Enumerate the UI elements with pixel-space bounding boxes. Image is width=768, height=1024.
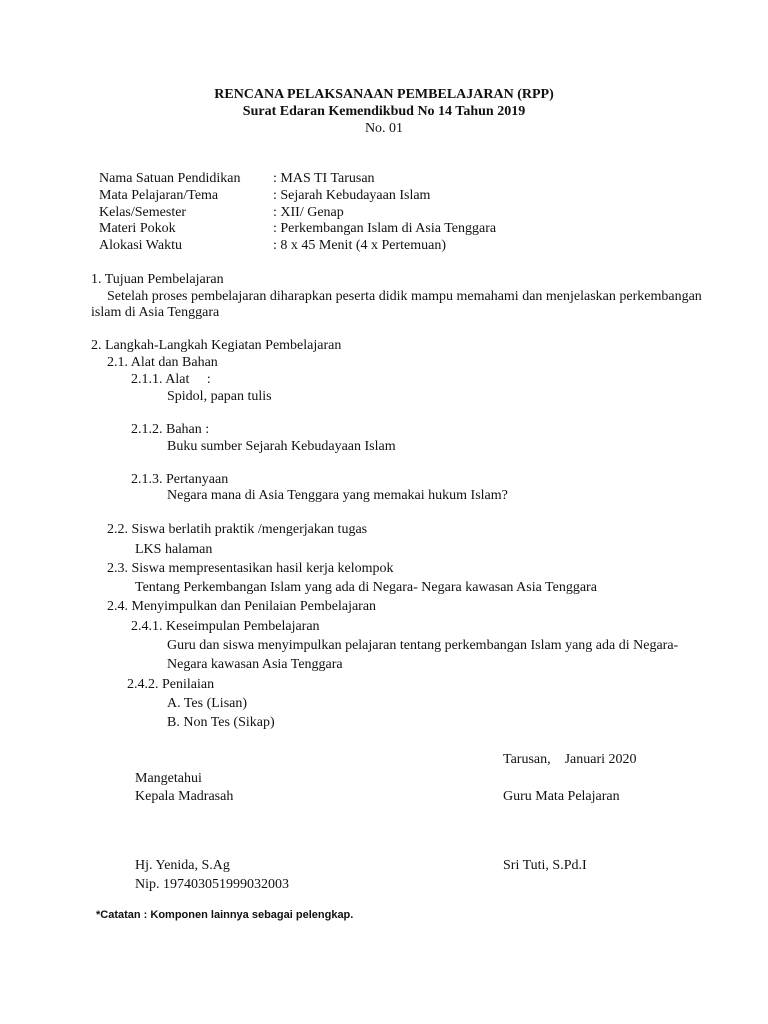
signature-left-nip: Nip. 197403051999032003	[135, 877, 289, 892]
document-number: No. 01	[364, 121, 404, 136]
subheading-menyimpulkan: 2.4. Menyimpulkan dan Penilaian Pembelajaran	[107, 599, 377, 614]
kesimpulan-text: Negara kawasan Asia Tenggara	[167, 657, 343, 672]
identity-label: Nama Satuan Pendidikan	[99, 171, 241, 186]
identity-value: : 8 x 45 Menit (4 x Pertemuan)	[273, 238, 447, 253]
identity-label: Kelas/Semester	[99, 205, 187, 220]
bahan-text: Buku sumber Sejarah Kebudayaan Islam	[167, 439, 396, 454]
section-heading-langkah: 2. Langkah-Langkah Kegiatan Pembelajaran	[91, 338, 342, 353]
signature-right-role: Guru Mata Pelajaran	[503, 789, 620, 804]
identity-value: : XII/ Genap	[273, 205, 344, 220]
subheading-praktik: 2.2. Siswa berlatih praktik /mengerjakan tugas	[107, 522, 368, 537]
footnote: *Catatan : Komponen lainnya sebagai pelengkap.	[96, 909, 354, 921]
subheading-alat: 2.1.1. Alat :	[131, 372, 211, 387]
penilaian-item: A. Tes (Lisan)	[167, 696, 248, 711]
tujuan-text: islam di Asia Tenggara	[91, 305, 220, 320]
kesimpulan-text: Guru dan siswa menyimpulkan pelajaran tentang perkembangan Islam yang ada di Negara-	[167, 638, 679, 653]
alat-text: Spidol, papan tulis	[167, 389, 272, 404]
subheading-bahan: 2.1.2. Bahan :	[131, 422, 210, 437]
presentasi-text: Tentang Perkembangan Islam yang ada di Negara- Negara kawasan Asia Tenggara	[135, 580, 597, 595]
identity-value: : Sejarah Kebudayaan Islam	[273, 188, 431, 203]
subheading-presentasi: 2.3. Siswa mempresentasikan hasil kerja kelompok	[107, 561, 394, 576]
signature-left-name: Hj. Yenida, S.Ag	[135, 858, 230, 873]
signature-left-heading: Mangetahui	[135, 771, 202, 786]
subheading-penilaian: 2.4.2. Penilaian	[127, 677, 215, 692]
signature-left-role: Kepala Madrasah	[135, 789, 234, 804]
pertanyaan-text: Negara mana di Asia Tenggara yang memakai hukum Islam?	[167, 488, 508, 503]
identity-value: : MAS TI Tarusan	[273, 171, 375, 186]
subheading-pertanyaan: 2.1.3. Pertanyaan	[131, 472, 229, 487]
place-date: Tarusan, Januari 2020	[503, 752, 637, 767]
praktik-text: LKS halaman	[135, 542, 213, 557]
subheading-alat-bahan: 2.1. Alat dan Bahan	[107, 355, 218, 370]
document-title: RENCANA PELAKSANAAN PEMBELAJARAN (RPP)	[214, 87, 554, 102]
identity-value: : Perkembangan Islam di Asia Tenggara	[273, 221, 497, 236]
identity-label: Alokasi Waktu	[99, 238, 182, 253]
signature-right-name: Sri Tuti, S.Pd.I	[503, 858, 587, 873]
subheading-kesimpulan: 2.4.1. Keseimpulan Pembelajaran	[131, 619, 320, 634]
document-subtitle: Surat Edaran Kemendikbud No 14 Tahun 2019	[242, 104, 526, 119]
identity-label: Mata Pelajaran/Tema	[99, 188, 219, 203]
identity-label: Materi Pokok	[99, 221, 176, 236]
section-heading-tujuan: 1. Tujuan Pembelajaran	[91, 272, 224, 287]
penilaian-item: B. Non Tes (Sikap)	[167, 715, 275, 730]
tujuan-text: Setelah proses pembelajaran diharapkan peserta didik mampu memahami dan menjelaskan perkembangan	[107, 289, 702, 304]
